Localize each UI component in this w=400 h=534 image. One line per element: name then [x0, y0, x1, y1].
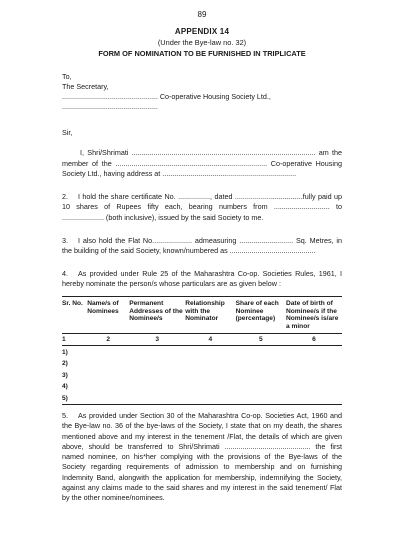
- column-number: 5: [236, 334, 286, 346]
- bye-law-reference: (Under the Bye-law no. 32): [157, 38, 247, 47]
- column-number-row: [62, 334, 342, 346]
- paragraph-4: [62, 269, 342, 290]
- row-index: 5): [62, 393, 87, 405]
- address-to: To,: [62, 72, 72, 81]
- address-line: ................................................: [62, 102, 158, 111]
- form-title: FORM OF NOMINATION TO BE FURNISHED IN TRIPLICATE: [98, 49, 306, 58]
- paragraph-5-text: As provided under Section 30 of the Maharashtra Co-op. Societies Act, 1960 and the Bye-law no. 36 of the bye-laws of the Society, I state that on my death, the shares mentioned above and my interest in the tenement /Flat, the details of which are given above, should be transferred to Shri/Shrimati ........................................... the first named nominee, on his*her complying with the provisions of the Bye-laws of the Society regarding requirements of admission to membership and on furnishing Indemnity Band, alongwith the application for membership, indemnifying the Society, against any claims made to the said shares and my interest in the said tenement/ Flat by the other nominee/nominees.: [62, 411, 342, 502]
- header-permanent-addresses: Permanent Addresses of the Nominee/s: [129, 299, 183, 323]
- column-number: 1: [62, 334, 87, 346]
- column-number: 4: [185, 334, 235, 346]
- paragraph-5-number: 5.: [62, 411, 68, 421]
- paragraph-4-text: As provided under Rule 25 of the Maharashtra Co-op. Societies Rules, 1961, I hereby nominate the person/s whose particulars are as given below :: [62, 268, 342, 289]
- paragraph-3: [62, 236, 342, 257]
- header-share-percentage: Share of each Nominee (percentage): [235, 299, 279, 323]
- header-sr-no: Sr. No.: [62, 299, 83, 307]
- header-nominee-names: Name/s of Nominees: [87, 299, 119, 315]
- paragraph-2-number: 2.: [62, 191, 68, 201]
- table-row: [62, 346, 342, 358]
- row-index: 3): [62, 371, 68, 379]
- paragraph-1: I, Shri/Shrimati ............................................................................................ am the member of the ............................................................................ Co-operative Housing Society Ltd., having address at ...................................................................: [62, 148, 342, 179]
- column-number: 3: [129, 334, 185, 346]
- paragraph-3-text: I also hold the Flat No.................... admeasuring ........................... Sq. Metres, in the building of the said Society, known/numbered as ...........................................: [62, 235, 342, 256]
- row-index: 4): [62, 383, 68, 391]
- nominee-table: [62, 296, 342, 405]
- society-name-line: ................................................ Co-operative Housing Society Ltd.,: [62, 92, 271, 101]
- row-index: 2): [62, 360, 68, 368]
- table-row: [62, 358, 342, 370]
- table-row: [62, 381, 342, 393]
- paragraph-2: [62, 192, 342, 224]
- table-row: [62, 370, 342, 382]
- paragraph-2-text: I hold the share certificate No. ................, dated ..................................fully paid up 10 shares of Rupees fifty each, bearing numbers from ............................ to ..................... (both inclusive), issued by the said Society to me.: [62, 191, 342, 222]
- row-index: 1): [62, 348, 68, 356]
- header-relationship: Relationship with the Nominator: [185, 299, 225, 323]
- salutation: Sir,: [62, 128, 73, 137]
- table-row: [62, 393, 342, 405]
- form-heading: [62, 27, 342, 58]
- header-date-of-birth: Date of birth of Nominee/s if the Nominee/s is/are a minor: [285, 299, 339, 330]
- address-block: [62, 72, 342, 112]
- address-recipient: The Secretary,: [62, 82, 109, 91]
- column-number: 6: [286, 334, 342, 346]
- paragraph-5: [62, 411, 342, 503]
- appendix-title: APPENDIX 14: [174, 27, 230, 36]
- paragraph-3-number: 3.: [62, 235, 68, 245]
- page-number: 89: [197, 10, 207, 19]
- paragraph-4-number: 4.: [62, 268, 68, 278]
- table-header-row: [62, 296, 342, 333]
- column-number: 2: [87, 334, 129, 346]
